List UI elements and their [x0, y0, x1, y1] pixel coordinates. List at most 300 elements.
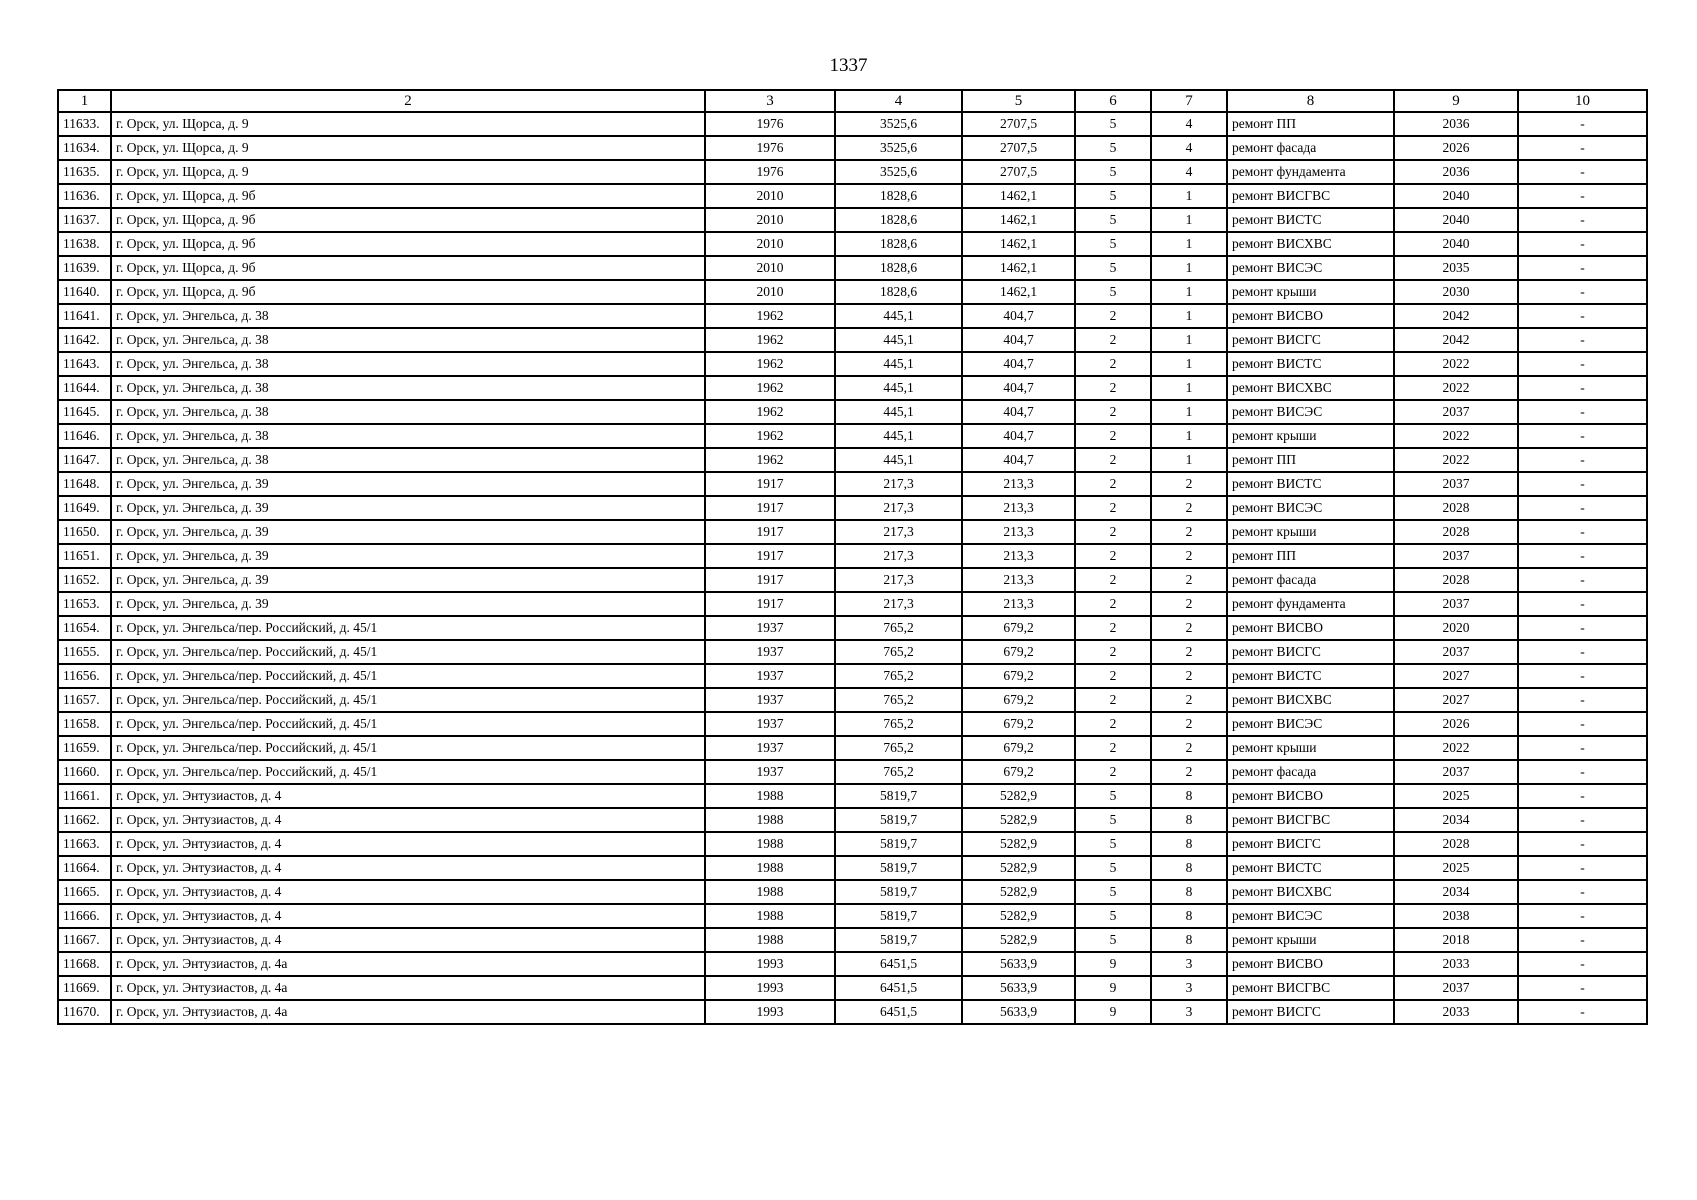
- floors-cell: 5: [1075, 784, 1151, 808]
- row-number-cell: 11635.: [58, 160, 111, 184]
- total-area-cell: 217,3: [835, 592, 962, 616]
- planned-year-cell: 2040: [1394, 208, 1518, 232]
- work-type-cell: ремонт ВИСЭС: [1227, 400, 1394, 424]
- living-area-cell: 404,7: [962, 352, 1075, 376]
- year-built-cell: 1962: [705, 304, 835, 328]
- planned-year-cell: 2026: [1394, 712, 1518, 736]
- address-cell: г. Орск, ул. Щорса, д. 9: [111, 136, 705, 160]
- entrances-cell: 4: [1151, 112, 1227, 136]
- living-area-cell: 5633,9: [962, 952, 1075, 976]
- address-cell: г. Орск, ул. Щорса, д. 9: [111, 160, 705, 184]
- floors-cell: 5: [1075, 232, 1151, 256]
- year-built-cell: 1988: [705, 928, 835, 952]
- entrances-cell: 1: [1151, 400, 1227, 424]
- note-cell: -: [1518, 784, 1647, 808]
- floors-cell: 2: [1075, 304, 1151, 328]
- table-row: [58, 136, 1647, 160]
- floors-cell: 5: [1075, 880, 1151, 904]
- living-area-cell: 1462,1: [962, 184, 1075, 208]
- work-type-cell: ремонт ВИСХВС: [1227, 232, 1394, 256]
- entrances-cell: 1: [1151, 328, 1227, 352]
- work-type-cell: ремонт ВИСГС: [1227, 832, 1394, 856]
- note-cell: -: [1518, 592, 1647, 616]
- row-number-cell: 11643.: [58, 352, 111, 376]
- entrances-cell: 8: [1151, 928, 1227, 952]
- address-cell: г. Орск, ул. Щорса, д. 9б: [111, 208, 705, 232]
- address-cell: г. Орск, ул. Энгельса, д. 38: [111, 424, 705, 448]
- row-number-cell: 11647.: [58, 448, 111, 472]
- floors-cell: 2: [1075, 496, 1151, 520]
- living-area-cell: 404,7: [962, 328, 1075, 352]
- year-built-cell: 1962: [705, 328, 835, 352]
- work-type-cell: ремонт ПП: [1227, 112, 1394, 136]
- floors-cell: 2: [1075, 424, 1151, 448]
- address-cell: г. Орск, ул. Энгельса, д. 38: [111, 352, 705, 376]
- work-type-cell: ремонт фасада: [1227, 760, 1394, 784]
- total-area-cell: 5819,7: [835, 832, 962, 856]
- column-header: 4: [835, 90, 962, 112]
- entrances-cell: 8: [1151, 880, 1227, 904]
- work-type-cell: ремонт ВИСВО: [1227, 304, 1394, 328]
- year-built-cell: 1962: [705, 352, 835, 376]
- address-cell: г. Орск, ул. Энтузиастов, д. 4: [111, 832, 705, 856]
- year-built-cell: 1937: [705, 736, 835, 760]
- row-number-cell: 11639.: [58, 256, 111, 280]
- year-built-cell: 1988: [705, 832, 835, 856]
- work-type-cell: ремонт ВИСЭС: [1227, 256, 1394, 280]
- floors-cell: 2: [1075, 688, 1151, 712]
- row-number-cell: 11637.: [58, 208, 111, 232]
- note-cell: -: [1518, 496, 1647, 520]
- total-area-cell: 6451,5: [835, 1000, 962, 1024]
- entrances-cell: 2: [1151, 520, 1227, 544]
- year-built-cell: 1962: [705, 448, 835, 472]
- row-number-cell: 11669.: [58, 976, 111, 1000]
- year-built-cell: 1988: [705, 784, 835, 808]
- row-number-cell: 11649.: [58, 496, 111, 520]
- row-number-cell: 11640.: [58, 280, 111, 304]
- planned-year-cell: 2026: [1394, 136, 1518, 160]
- planned-year-cell: 2042: [1394, 304, 1518, 328]
- floors-cell: 2: [1075, 400, 1151, 424]
- year-built-cell: 2010: [705, 208, 835, 232]
- entrances-cell: 1: [1151, 256, 1227, 280]
- planned-year-cell: 2022: [1394, 376, 1518, 400]
- total-area-cell: 765,2: [835, 616, 962, 640]
- entrances-cell: 1: [1151, 424, 1227, 448]
- note-cell: -: [1518, 304, 1647, 328]
- address-cell: г. Орск, ул. Энтузиастов, д. 4: [111, 928, 705, 952]
- table-row: [58, 952, 1647, 976]
- entrances-cell: 4: [1151, 160, 1227, 184]
- row-number-cell: 11655.: [58, 640, 111, 664]
- column-header: 6: [1075, 90, 1151, 112]
- table-row: [58, 568, 1647, 592]
- work-type-cell: ремонт ВИСГВС: [1227, 184, 1394, 208]
- planned-year-cell: 2036: [1394, 160, 1518, 184]
- living-area-cell: 679,2: [962, 712, 1075, 736]
- note-cell: -: [1518, 376, 1647, 400]
- note-cell: -: [1518, 712, 1647, 736]
- year-built-cell: 1962: [705, 424, 835, 448]
- planned-year-cell: 2022: [1394, 352, 1518, 376]
- work-type-cell: ремонт крыши: [1227, 520, 1394, 544]
- total-area-cell: 445,1: [835, 304, 962, 328]
- row-number-cell: 11641.: [58, 304, 111, 328]
- year-built-cell: 1993: [705, 1000, 835, 1024]
- table-row: [58, 856, 1647, 880]
- table-row: [58, 184, 1647, 208]
- column-header: 8: [1227, 90, 1394, 112]
- note-cell: -: [1518, 448, 1647, 472]
- table-row: [58, 904, 1647, 928]
- year-built-cell: 1976: [705, 136, 835, 160]
- year-built-cell: 1988: [705, 856, 835, 880]
- planned-year-cell: 2034: [1394, 880, 1518, 904]
- work-type-cell: ремонт ВИСЭС: [1227, 496, 1394, 520]
- year-built-cell: 1976: [705, 112, 835, 136]
- floors-cell: 5: [1075, 808, 1151, 832]
- table-row: [58, 232, 1647, 256]
- table-row: [58, 256, 1647, 280]
- work-type-cell: ремонт ВИСТС: [1227, 352, 1394, 376]
- table-row: [58, 304, 1647, 328]
- address-cell: г. Орск, ул. Энгельса, д. 39: [111, 568, 705, 592]
- table-row: [58, 400, 1647, 424]
- planned-year-cell: 2037: [1394, 472, 1518, 496]
- year-built-cell: 1917: [705, 496, 835, 520]
- total-area-cell: 765,2: [835, 760, 962, 784]
- row-number-cell: 11651.: [58, 544, 111, 568]
- table-row: [58, 112, 1647, 136]
- entrances-cell: 8: [1151, 784, 1227, 808]
- total-area-cell: 445,1: [835, 352, 962, 376]
- work-type-cell: ремонт ВИСГВС: [1227, 976, 1394, 1000]
- table-row: [58, 592, 1647, 616]
- floors-cell: 5: [1075, 184, 1151, 208]
- address-cell: г. Орск, ул. Энгельса, д. 38: [111, 400, 705, 424]
- living-area-cell: 679,2: [962, 640, 1075, 664]
- living-area-cell: 2707,5: [962, 160, 1075, 184]
- total-area-cell: 5819,7: [835, 856, 962, 880]
- floors-cell: 2: [1075, 568, 1151, 592]
- floors-cell: 9: [1075, 1000, 1151, 1024]
- column-header: 7: [1151, 90, 1227, 112]
- row-number-cell: 11633.: [58, 112, 111, 136]
- floors-cell: 2: [1075, 736, 1151, 760]
- planned-year-cell: 2037: [1394, 592, 1518, 616]
- total-area-cell: 3525,6: [835, 112, 962, 136]
- registry-table: [57, 89, 1648, 1025]
- table-body: [58, 112, 1647, 1024]
- living-area-cell: 213,3: [962, 544, 1075, 568]
- year-built-cell: 1937: [705, 640, 835, 664]
- floors-cell: 5: [1075, 208, 1151, 232]
- living-area-cell: 1462,1: [962, 280, 1075, 304]
- floors-cell: 5: [1075, 904, 1151, 928]
- floors-cell: 2: [1075, 712, 1151, 736]
- entrances-cell: 1: [1151, 184, 1227, 208]
- work-type-cell: ремонт фасада: [1227, 136, 1394, 160]
- note-cell: -: [1518, 400, 1647, 424]
- entrances-cell: 3: [1151, 952, 1227, 976]
- note-cell: -: [1518, 904, 1647, 928]
- total-area-cell: 217,3: [835, 472, 962, 496]
- living-area-cell: 5282,9: [962, 928, 1075, 952]
- floors-cell: 5: [1075, 280, 1151, 304]
- note-cell: -: [1518, 664, 1647, 688]
- work-type-cell: ремонт ВИСХВС: [1227, 880, 1394, 904]
- year-built-cell: 1988: [705, 904, 835, 928]
- address-cell: г. Орск, ул. Энтузиастов, д. 4а: [111, 976, 705, 1000]
- address-cell: г. Орск, ул. Энгельса/пер. Российский, д. 45/1: [111, 712, 705, 736]
- year-built-cell: 1917: [705, 544, 835, 568]
- total-area-cell: 6451,5: [835, 952, 962, 976]
- row-number-cell: 11666.: [58, 904, 111, 928]
- table-row: [58, 352, 1647, 376]
- work-type-cell: ремонт ВИСЭС: [1227, 904, 1394, 928]
- row-number-cell: 11654.: [58, 616, 111, 640]
- total-area-cell: 445,1: [835, 424, 962, 448]
- row-number-cell: 11646.: [58, 424, 111, 448]
- table-row: [58, 376, 1647, 400]
- planned-year-cell: 2037: [1394, 976, 1518, 1000]
- note-cell: -: [1518, 352, 1647, 376]
- planned-year-cell: 2028: [1394, 832, 1518, 856]
- address-cell: г. Орск, ул. Энгельса, д. 38: [111, 304, 705, 328]
- note-cell: -: [1518, 808, 1647, 832]
- table-row: [58, 760, 1647, 784]
- note-cell: -: [1518, 184, 1647, 208]
- entrances-cell: 1: [1151, 448, 1227, 472]
- work-type-cell: ремонт ВИСТС: [1227, 664, 1394, 688]
- address-cell: г. Орск, ул. Щорса, д. 9б: [111, 256, 705, 280]
- floors-cell: 2: [1075, 544, 1151, 568]
- planned-year-cell: 2022: [1394, 736, 1518, 760]
- living-area-cell: 5282,9: [962, 880, 1075, 904]
- address-cell: г. Орск, ул. Энгельса/пер. Российский, д. 45/1: [111, 736, 705, 760]
- year-built-cell: 1993: [705, 976, 835, 1000]
- address-cell: г. Орск, ул. Энтузиастов, д. 4а: [111, 1000, 705, 1024]
- planned-year-cell: 2025: [1394, 784, 1518, 808]
- planned-year-cell: 2025: [1394, 856, 1518, 880]
- entrances-cell: 3: [1151, 976, 1227, 1000]
- address-cell: г. Орск, ул. Щорса, д. 9: [111, 112, 705, 136]
- entrances-cell: 2: [1151, 712, 1227, 736]
- work-type-cell: ремонт ВИСВО: [1227, 616, 1394, 640]
- total-area-cell: 217,3: [835, 496, 962, 520]
- planned-year-cell: 2040: [1394, 232, 1518, 256]
- entrances-cell: 2: [1151, 736, 1227, 760]
- table-row: [58, 976, 1647, 1000]
- table-row: [58, 496, 1647, 520]
- note-cell: -: [1518, 952, 1647, 976]
- address-cell: г. Орск, ул. Энгельса, д. 39: [111, 592, 705, 616]
- floors-cell: 5: [1075, 160, 1151, 184]
- planned-year-cell: 2022: [1394, 448, 1518, 472]
- entrances-cell: 2: [1151, 616, 1227, 640]
- address-cell: г. Орск, ул. Энгельса, д. 39: [111, 496, 705, 520]
- work-type-cell: ремонт ПП: [1227, 544, 1394, 568]
- planned-year-cell: 2028: [1394, 496, 1518, 520]
- row-number-cell: 11638.: [58, 232, 111, 256]
- living-area-cell: 213,3: [962, 568, 1075, 592]
- note-cell: -: [1518, 1000, 1647, 1024]
- row-number-cell: 11662.: [58, 808, 111, 832]
- row-number-cell: 11658.: [58, 712, 111, 736]
- row-number-cell: 11661.: [58, 784, 111, 808]
- work-type-cell: ремонт ВИСТС: [1227, 208, 1394, 232]
- living-area-cell: 1462,1: [962, 256, 1075, 280]
- total-area-cell: 5819,7: [835, 808, 962, 832]
- year-built-cell: 1917: [705, 520, 835, 544]
- address-cell: г. Орск, ул. Щорса, д. 9б: [111, 280, 705, 304]
- entrances-cell: 8: [1151, 856, 1227, 880]
- planned-year-cell: 2038: [1394, 904, 1518, 928]
- year-built-cell: 1937: [705, 664, 835, 688]
- year-built-cell: 1917: [705, 592, 835, 616]
- total-area-cell: 765,2: [835, 664, 962, 688]
- entrances-cell: 8: [1151, 904, 1227, 928]
- page-number: 1337: [829, 55, 868, 76]
- total-area-cell: 445,1: [835, 376, 962, 400]
- row-number-cell: 11636.: [58, 184, 111, 208]
- address-cell: г. Орск, ул. Энтузиастов, д. 4: [111, 880, 705, 904]
- living-area-cell: 5633,9: [962, 976, 1075, 1000]
- living-area-cell: 679,2: [962, 688, 1075, 712]
- entrances-cell: 1: [1151, 232, 1227, 256]
- living-area-cell: 404,7: [962, 424, 1075, 448]
- note-cell: -: [1518, 640, 1647, 664]
- entrances-cell: 1: [1151, 352, 1227, 376]
- note-cell: -: [1518, 928, 1647, 952]
- total-area-cell: 445,1: [835, 328, 962, 352]
- table-row: [58, 880, 1647, 904]
- living-area-cell: 5282,9: [962, 832, 1075, 856]
- note-cell: -: [1518, 760, 1647, 784]
- planned-year-cell: 2040: [1394, 184, 1518, 208]
- note-cell: -: [1518, 280, 1647, 304]
- row-number-cell: 11634.: [58, 136, 111, 160]
- living-area-cell: 213,3: [962, 592, 1075, 616]
- table-row: [58, 688, 1647, 712]
- living-area-cell: 5282,9: [962, 904, 1075, 928]
- column-header: 9: [1394, 90, 1518, 112]
- address-cell: г. Орск, ул. Энгельса, д. 38: [111, 376, 705, 400]
- year-built-cell: 2010: [705, 256, 835, 280]
- row-number-cell: 11659.: [58, 736, 111, 760]
- note-cell: -: [1518, 328, 1647, 352]
- note-cell: -: [1518, 520, 1647, 544]
- floors-cell: 2: [1075, 328, 1151, 352]
- planned-year-cell: 2037: [1394, 400, 1518, 424]
- living-area-cell: 1462,1: [962, 208, 1075, 232]
- table-row: [58, 424, 1647, 448]
- note-cell: -: [1518, 688, 1647, 712]
- table-row: [58, 784, 1647, 808]
- total-area-cell: 765,2: [835, 712, 962, 736]
- planned-year-cell: 2035: [1394, 256, 1518, 280]
- entrances-cell: 4: [1151, 136, 1227, 160]
- work-type-cell: ремонт ВИСГВС: [1227, 808, 1394, 832]
- entrances-cell: 1: [1151, 304, 1227, 328]
- living-area-cell: 5282,9: [962, 784, 1075, 808]
- planned-year-cell: 2033: [1394, 952, 1518, 976]
- year-built-cell: 1962: [705, 376, 835, 400]
- work-type-cell: ремонт ВИСГС: [1227, 640, 1394, 664]
- floors-cell: 5: [1075, 256, 1151, 280]
- work-type-cell: ремонт фундамента: [1227, 160, 1394, 184]
- address-cell: г. Орск, ул. Энгельса/пер. Российский, д. 45/1: [111, 640, 705, 664]
- work-type-cell: ремонт ВИСГС: [1227, 1000, 1394, 1024]
- table-row: [58, 712, 1647, 736]
- address-cell: г. Орск, ул. Щорса, д. 9б: [111, 232, 705, 256]
- row-number-cell: 11652.: [58, 568, 111, 592]
- table-row: [58, 616, 1647, 640]
- row-number-cell: 11660.: [58, 760, 111, 784]
- floors-cell: 2: [1075, 760, 1151, 784]
- row-number-cell: 11668.: [58, 952, 111, 976]
- work-type-cell: ремонт ВИСХВС: [1227, 376, 1394, 400]
- floors-cell: 5: [1075, 856, 1151, 880]
- floors-cell: 2: [1075, 616, 1151, 640]
- address-cell: г. Орск, ул. Энтузиастов, д. 4: [111, 808, 705, 832]
- table-row: [58, 448, 1647, 472]
- planned-year-cell: 2033: [1394, 1000, 1518, 1024]
- total-area-cell: 765,2: [835, 688, 962, 712]
- entrances-cell: 2: [1151, 664, 1227, 688]
- year-built-cell: 1937: [705, 760, 835, 784]
- note-cell: -: [1518, 736, 1647, 760]
- entrances-cell: 1: [1151, 376, 1227, 400]
- floors-cell: 5: [1075, 832, 1151, 856]
- table-row: [58, 808, 1647, 832]
- address-cell: г. Орск, ул. Энгельса, д. 39: [111, 544, 705, 568]
- work-type-cell: ремонт ВИСЭС: [1227, 712, 1394, 736]
- entrances-cell: 2: [1151, 544, 1227, 568]
- floors-cell: 2: [1075, 352, 1151, 376]
- row-number-cell: 11657.: [58, 688, 111, 712]
- note-cell: -: [1518, 208, 1647, 232]
- entrances-cell: 2: [1151, 760, 1227, 784]
- total-area-cell: 765,2: [835, 640, 962, 664]
- work-type-cell: ремонт ПП: [1227, 448, 1394, 472]
- total-area-cell: 3525,6: [835, 160, 962, 184]
- address-cell: г. Орск, ул. Энгельса/пер. Российский, д. 45/1: [111, 688, 705, 712]
- row-number-cell: 11656.: [58, 664, 111, 688]
- work-type-cell: ремонт фундамента: [1227, 592, 1394, 616]
- floors-cell: 5: [1075, 928, 1151, 952]
- planned-year-cell: 2027: [1394, 688, 1518, 712]
- table-row: [58, 664, 1647, 688]
- living-area-cell: 213,3: [962, 520, 1075, 544]
- row-number-cell: 11663.: [58, 832, 111, 856]
- year-built-cell: 1937: [705, 712, 835, 736]
- entrances-cell: 1: [1151, 280, 1227, 304]
- row-number-cell: 11653.: [58, 592, 111, 616]
- year-built-cell: 2010: [705, 232, 835, 256]
- column-header: 1: [58, 90, 111, 112]
- living-area-cell: 213,3: [962, 496, 1075, 520]
- total-area-cell: 1828,6: [835, 256, 962, 280]
- table-row: [58, 928, 1647, 952]
- planned-year-cell: 2034: [1394, 808, 1518, 832]
- row-number-cell: 11667.: [58, 928, 111, 952]
- work-type-cell: ремонт крыши: [1227, 928, 1394, 952]
- work-type-cell: ремонт фасада: [1227, 568, 1394, 592]
- table-row: [58, 520, 1647, 544]
- address-cell: г. Орск, ул. Энгельса, д. 39: [111, 472, 705, 496]
